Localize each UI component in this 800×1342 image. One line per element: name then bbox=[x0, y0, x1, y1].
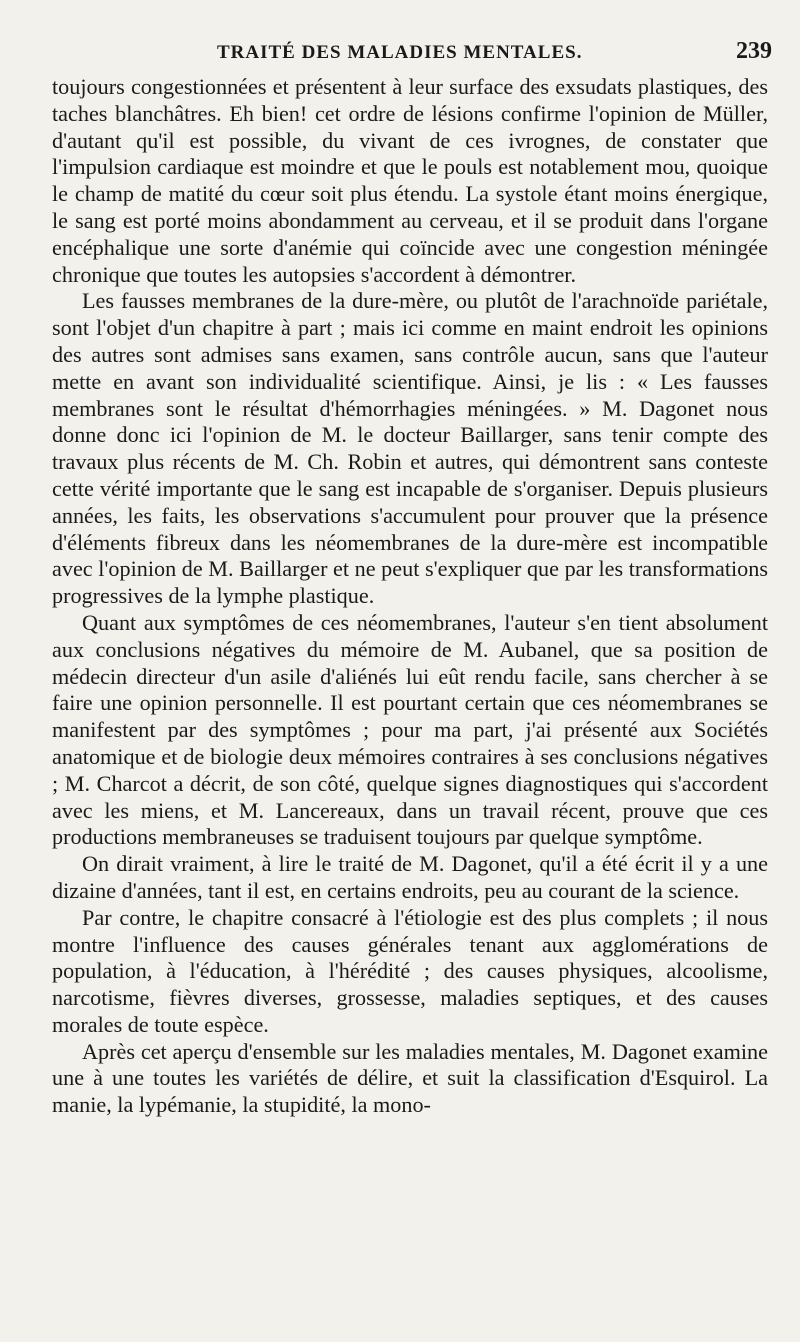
paragraph-continuation: toujours congestionnées et présentent à leur surface des exsudats plastiques, des taches blanchâtres. Eh bien! cet ordre de lésions confirme l'opinion de Müller, d'autant qu'il est possible, du vivant de ces ivrognes, de constater que l'impulsion cardiaque est moindre et que le pouls est notablement mou, quoique le champ de matité du cœur soit plus étendu. La systole étant moins énergique, le sang est porté moins abondamment au cerveau, et il se produit dans l'organe encéphalique une sorte d'anémie qui coïncide avec une congestion méningée chronique que toutes les autopsies s'accordent à démontrer. bbox=[52, 74, 768, 287]
running-title: TRAITÉ DES MALADIES MENTALES. bbox=[217, 42, 583, 63]
paragraph-symptomes: Quant aux symptômes de ces néomembranes, l'auteur s'en tient absolument aux conclusions négatives du mémoire de M. Aubanel, que sa position de médecin directeur d'un asile d'aliénés lui eût rendu facile, sans chercher à se faire une opinion personnelle. Il est pourtant certain que ces néomembranes se manifestent par des symptômes ; pour ma part, j'ai présenté aux Sociétés anatomique et de biologie deux mémoires contraires à ses conclusions négatives ; M. Charcot a décrit, de son côté, quelque signes diagnostiques qui s'accordent avec les miens, et M. Lancereaux, dans un travail récent, prouve que ces productions membraneuses se traduisent toujours par quelque symptôme. bbox=[52, 609, 768, 850]
running-head bbox=[52, 30, 772, 74]
body-text bbox=[52, 74, 768, 1119]
paragraph-on-dirait: On dirait vraiment, à lire le traité de M. Dagonet, qu'il a été écrit il y a une dizaine d'années, tant il est, en certains endroits, peu au courant de la science. bbox=[52, 851, 768, 903]
paragraph-varietes-delire: Après cet aperçu d'ensemble sur les maladies mentales, M. Dagonet examine une à une toutes les variétés de délire, et suit la classification d'Esquirol. La manie, la lypémanie, la stupidité, la mono- bbox=[52, 1038, 768, 1118]
page-number: 239 bbox=[736, 38, 772, 64]
paragraph-etiologie: Par contre, le chapitre consacré à l'étiologie est des plus complets ; il nous montre l'influence des causes générales tenant aux agglomérations de population, à l'éducation, à l'hérédité ; des causes physiques, alcoolisme, narcotisme, fièvres diverses, grossesse, maladies septiques, et des causes morales de toute espèce. bbox=[52, 904, 768, 1037]
paragraph-fausses-membranes: Les fausses membranes de la dure-mère, ou plutôt de l'arachnoïde pariétale, sont l'objet d'un chapitre à part ; mais ici comme en maint endroit les opinions des autres sont admises sans examen, sans contrôle aucun, sans que l'auteur mette en avant son individualité scientifique. Ainsi, je lis : « Les fausses membranes sont le résultat d'hémorrhagies méningées. » M. Dagonet nous donne donc ici l'opinion de M. le docteur Baillarger, sans tenir compte des travaux plus récents de M. Ch. Robin et autres, qui démontrent sans conteste cette vérité importante que le sang est incapable de s'organiser. Depuis plusieurs années, les faits, les observations s'accumulent pour prouver que la présence d'éléments fibreux dans les néomembranes de la dure-mère est incompatible avec l'opinion de M. Baillarger et ne peut s'expliquer que par les transformations progressives de la lymphe plastique. bbox=[52, 288, 768, 609]
